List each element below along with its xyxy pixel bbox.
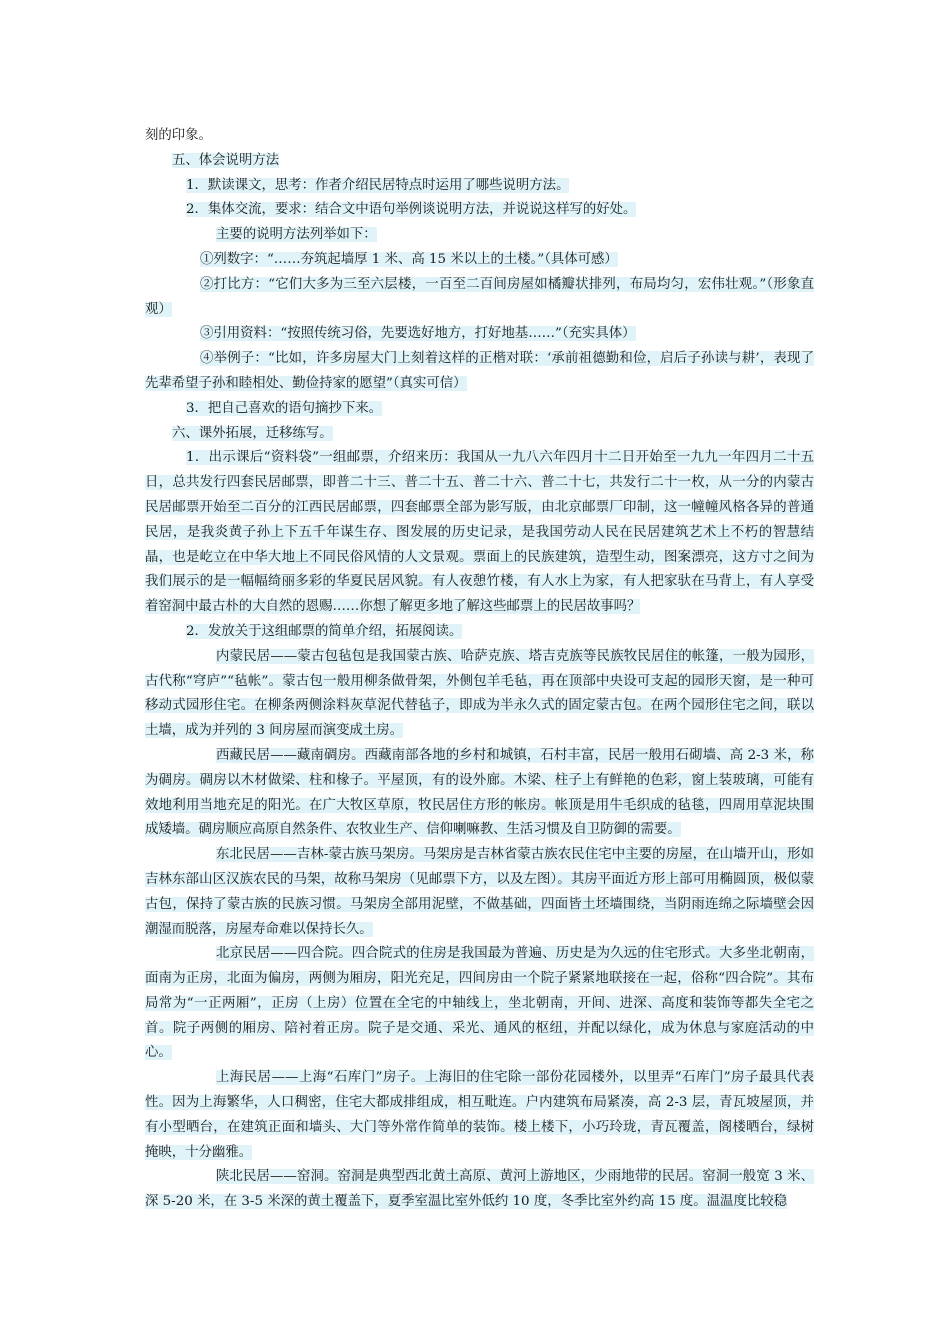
paragraph-text: 3．把自己喜欢的语句摘抄下来。 (186, 400, 382, 416)
paragraph (145, 1066, 814, 1165)
paragraph-text: 东北民居——吉林-蒙古族马架房。马架房是吉林省蒙古族农民住宅中主要的房屋，在山墙开山，形如吉林东部山区汉族农民的马架，故称马架房（见邮票下方，以及左图）。其房平面近方形上部可用椭圆顶，极似蒙古包，保持了蒙古族的民族习惯。马架房全部用泥壁，不做基础，四面皆土坯墙围绕，当阴雨连绵之际墙壁会因潮湿而脱落，房屋寿命难以保持长久。 (145, 847, 814, 937)
paragraph (145, 744, 814, 843)
paragraph-text: 内蒙民居——蒙古包毡包是我国蒙古族、哈萨克族、塔吉克族等民族牧民居住的帐篷，一般为园形，古代称“穹庐”“毡帐”。蒙古包一般用柳条做骨架，外侧包羊毛毡，再在顶部中央设可支起的园形天窗，是一种可移动式园形住宅。在柳条两侧涂料灰草泥代替毡子，即成为半永久式的固定蒙古包。在两个园形住宅之间，联以土墙，成为并列的 3 间房屋而演变成土房。 (145, 648, 814, 739)
paragraph-text: 西藏民居——藏南碉房。西藏南部各地的乡村和城镇，石村丰富，民居一般用石砌墙、高 2-3 米，称为碉房。碉房以木材做梁、柱和椽子。平屋顶，有的设外廊。木梁、柱子上有鲜艳的色彩，窗上装玻璃，可能有效地利用当地充足的阳光。在广大牧区草原，牧民居住方形的帐房。帐顶是用牛毛织成的毡毯，四周用草泥块围成矮墙。碉房顺应高原自然条件、农牧业生产、信仰喇嘛教、生活习惯及自卫防御的需要。 (145, 747, 814, 838)
paragraph-text: 陕北民居——窑洞。窑洞是典型西北黄土高原、黄河上游地区，少雨地带的民居。窑洞一般宽 3 米、深 5-20 米，在 3-5 米深的黄土覆盖下，夏季室温比室外低约 10 度，冬季比室外约高 15 度。温温度比较稳 (145, 1169, 814, 1210)
paragraph-text: 主要的说明方法列举如下： (216, 227, 377, 243)
paragraph-text: 六、课外拓展，迁移练写。 (172, 425, 333, 441)
paragraph (145, 645, 814, 744)
paragraph-text: ③引用资料：“按照传统习俗，先要选好地方，打好地基……”（充实具体） (200, 326, 636, 342)
paragraph-text: 五、体会说明方法 (172, 152, 280, 168)
paragraph (145, 843, 814, 942)
paragraph (145, 422, 814, 447)
paragraph-text: 2．集体交流，要求：结合文中语句举例谈说明方法，并说说这样写的好处。 (186, 202, 637, 218)
paragraph-text: ②打比方：“它们大多为三至六层楼，一百至二百间房屋如橘瓣状排列，布局均匀，宏伟壮观。”（形象直观） (145, 276, 814, 317)
paragraph (145, 124, 814, 149)
paragraph (145, 347, 814, 397)
paragraph-text: 刻的印象。 (145, 128, 212, 143)
paragraph-text: 2．发放关于这组邮票的简单介绍，拓展阅读。 (186, 623, 463, 639)
paragraph (145, 446, 814, 620)
paragraph (145, 248, 814, 273)
paragraph-text: 1．出示课后“资料袋”一组邮票，介绍来历：我国从一九八六年四月十二日开始至一九九一年四月二十五日，总共发行四套民居邮票，即普二十三、普二十五、普二十六、普二十七，共发行二十一枚，从一分的内蒙古民居邮票开始至二百分的江西民居邮票，四套邮票全部为影写版，由北京邮票厂印制，这一幢幢风格各异的普通民居，是我炎黄子孙上下五千年谋生存、图发展的历史记录，是我国劳动人民在民居建筑艺术上不朽的智慧结晶，也是屹立在中华大地上不同民俗风情的人文景观。票面上的民族建筑，造型生动，图案漂亮，这方寸之间为我们展示的是一幅幅绮丽多彩的华夏民居风貌。有人夜憩竹楼，有人水上为家，有人把家驮在马背上，有人享受着窑洞中最古朴的大自然的恩赐……你想了解更多地了解这些邮票上的民居故事吗？ (145, 450, 814, 615)
paragraph (145, 942, 814, 1066)
paragraph (145, 223, 814, 248)
paragraph (145, 1165, 814, 1215)
paragraph (145, 174, 814, 199)
paragraph (145, 397, 814, 422)
paragraph-text: ①列数字：“……夯筑起墙厚 1 米、高 15 米以上的土楼。”（具体可感） (200, 251, 618, 267)
paragraph (145, 149, 814, 174)
paragraph-text: 上海民居——上海“石库门”房子。上海旧的住宅除一部份花园楼外，以里弄“石库门”房子最具代表性。因为上海繁华，人口稠密，住宅大都成排组成，相互毗连。户内建筑布局紧凑，高 2-3 层，青瓦坡屋顶，并有小型晒台，在建筑正面和墙头、大门等外常作简单的装饰。楼上楼下，小巧玲珑，青瓦覆盖，阁楼晒台，绿树掩映，十分幽雅。 (145, 1070, 814, 1160)
document-body (145, 124, 814, 1215)
paragraph (145, 273, 814, 323)
paragraph-text: 1．默读课文，思考：作者介绍民居特点时运用了哪些说明方法。 (186, 177, 570, 193)
paragraph-text: ④举例子：“比如，许多房屋大门上刻着这样的正楷对联：‘承前祖德勤和俭，启后子孙读与耕’，表现了先辈希望子孙和睦相处、勤俭持家的愿望”（真实可信） (145, 351, 814, 391)
paragraph (145, 322, 814, 347)
paragraph-text: 北京民居——四合院。四合院式的住房是我国最为普遍、历史是为久远的住宅形式。大多坐北朝南，面南为正房，北面为偏房，两侧为厢房，阳光充足，四间房由一个院子紧紧地联接在一起，俗称“四合院”。其布局常为“一正两厢”，正房（上房）位置在全宅的中轴线上，坐北朝南，开间、进深、高度和装饰等都失全宅之首。院子两侧的厢房、陪衬着正房。院子是交通、采光、通风的枢纽，并配以绿化，成为休息与家庭活动的中心。 (145, 946, 814, 1061)
paragraph (145, 198, 814, 223)
paragraph (145, 620, 814, 645)
